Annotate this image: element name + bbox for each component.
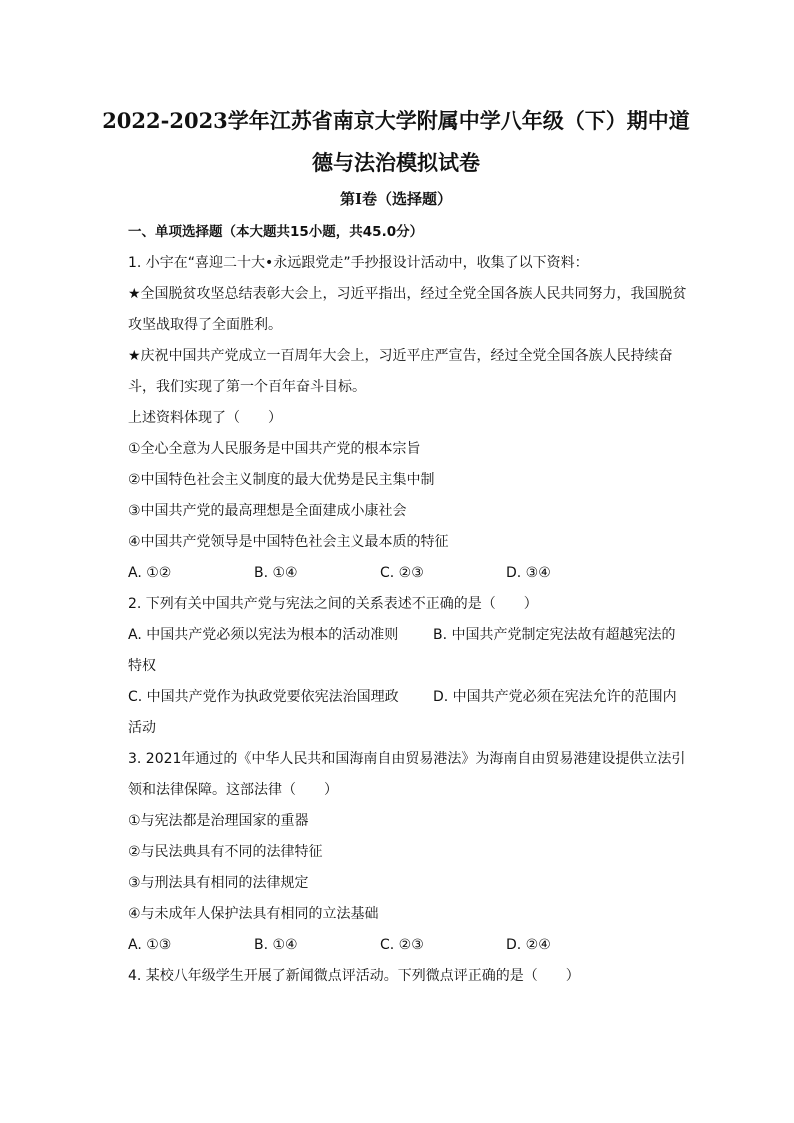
q2-option-b[interactable]: B. 中国共产党制定宪法故有超越宪法的	[433, 627, 676, 643]
q2-option-d[interactable]: D. 中国共产党必须在宪法允许的范围内	[433, 689, 677, 705]
exam-title: 2022-2023学年江苏省南京大学附属中学八年级（下）期中道德与法治模拟试卷	[102, 108, 690, 175]
q3-statement-4: ④与未成年人保护法具有相同的立法基础	[128, 906, 379, 922]
q4-stem: 4. 某校八年级学生开展了新闻微点评活动。下列微点评正确的是（ ）	[128, 968, 580, 984]
q1-material-2: ★庆祝中国共产党成立一百周年大会上，习近平庄严宣告，经过全党全国各族人民持续奋斗，我们实现了第一个百年奋斗目标。	[128, 348, 673, 395]
q3-option-a[interactable]: A. ①③	[128, 937, 172, 953]
q2-stem: 2. 下列有关中国共产党与宪法之间的关系表述不正确的是（ ）	[128, 596, 538, 612]
q3-option-b[interactable]: B. ①④	[254, 937, 298, 953]
q2-option-c[interactable]: C. 中国共产党作为执政党要依宪法治国理政	[128, 689, 399, 705]
q3-option-c[interactable]: C. ②③	[380, 937, 424, 953]
q2-option-d-cont: 活动	[128, 720, 156, 736]
q2-options-row-1	[128, 620, 694, 651]
q1-statement-2: ②中国特色社会主义制度的最大优势是民主集中制	[128, 472, 435, 488]
q1-options	[128, 558, 694, 589]
q1-option-d[interactable]: D. ③④	[506, 565, 551, 581]
q1-statement-1: ①全心全意为人民服务是中国共产党的根本宗旨	[128, 441, 421, 457]
q3-stem: 3. 2021年通过的《中华人民共和国海南自由贸易港法》为海南自由贸易港建设提供立法引领和法律保障。这部法律（ ）	[128, 751, 686, 798]
question-1	[128, 248, 694, 589]
q2-option-b-cont: 特权	[128, 658, 156, 674]
q2-option-a[interactable]: A. 中国共产党必须以宪法为根本的活动准则	[128, 627, 399, 643]
q1-material-1: ★全国脱贫攻坚总结表彰大会上，习近平指出，经过全党全国各族人民共同努力，我国脱贫攻坚战取得了全面胜利。	[128, 286, 687, 333]
section-heading: 一、单项选择题（本大题共15小题，共45.0分）	[128, 224, 424, 240]
q1-statement-4: ④中国共产党领导是中国特色社会主义最本质的特征	[128, 534, 449, 550]
q2-options-row-2	[128, 682, 694, 713]
q1-option-a[interactable]: A. ①②	[128, 565, 172, 581]
question-3	[128, 744, 694, 961]
q3-statement-3: ③与刑法具有相同的法律规定	[128, 875, 309, 891]
q1-option-b[interactable]: B. ①④	[254, 565, 298, 581]
q3-options	[128, 930, 694, 961]
q1-statement-3: ③中国共产党的最高理想是全面建成小康社会	[128, 503, 407, 519]
question-2	[128, 589, 694, 744]
q3-statement-1: ①与宪法都是治理国家的重器	[128, 813, 309, 829]
q3-option-d[interactable]: D. ②④	[506, 937, 551, 953]
question-4	[128, 961, 694, 992]
q3-statement-2: ②与民法典具有不同的法律特征	[128, 844, 323, 860]
q1-ask: 上述资料体现了（ ）	[128, 410, 282, 426]
q1-option-c[interactable]: C. ②③	[380, 565, 424, 581]
volume-heading: 第I卷（选择题）	[339, 190, 453, 208]
q1-stem: 1. 小宇在“喜迎二十大•永远跟党走”手抄报设计活动中，收集了以下资料：	[128, 255, 589, 271]
